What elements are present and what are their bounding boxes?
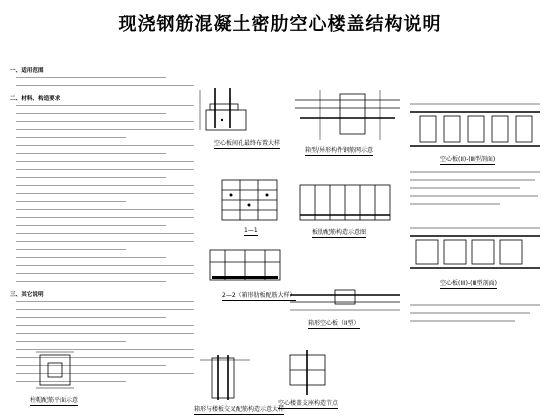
drawing-title: 现浇钢筋混凝土密肋空心楼盖结构说明 [118,14,442,35]
caption-c6: 箱形空心板（II型） [308,320,360,327]
detail-box-section-top [410,104,540,146]
detail-box-section-middle [410,228,540,268]
detail-support-node [290,350,325,395]
detail-column-cap [36,352,74,388]
caption-c9: 柱帽配筋平面示意 [30,397,79,404]
detail-column-joint [200,355,250,400]
caption-c10: 箱形与楼板交叉配筋构造示意大样 [194,406,285,413]
detail-box-slab [290,290,400,310]
detail-rib-reinforcement [300,185,390,220]
caption-c5: 2—2（箱形肋板配筋大样） [222,292,296,299]
detail-section-1-1 [222,180,277,220]
caption-c1: 空心板间孔最终布置大样 [214,140,281,147]
notes-section-heading: 二、材料、构造要求 [10,96,61,102]
notes-section-heading: 三、其它说明 [10,292,44,298]
detail-column-section [200,88,246,130]
notes-section-heading: 一、适用范围 [10,68,44,74]
caption-c7: 空心板(II)-(Ⅲ型剖面) [440,156,496,163]
caption-c8: 空心板(III)-(Ⅲ型剖面) [440,280,497,287]
detail-section-2-2 [210,250,280,280]
detail-slab-reinforcement [295,90,400,140]
caption-c2: 箱型/异形构件钢筋网示意 [305,147,374,154]
detail-notes-right [410,172,540,321]
caption-c4: 板肋配筋构造示意图 [312,229,367,236]
caption-c11: 空心楼盖支座构造节点 [278,400,339,407]
caption-c3: 1—1 [244,227,258,234]
